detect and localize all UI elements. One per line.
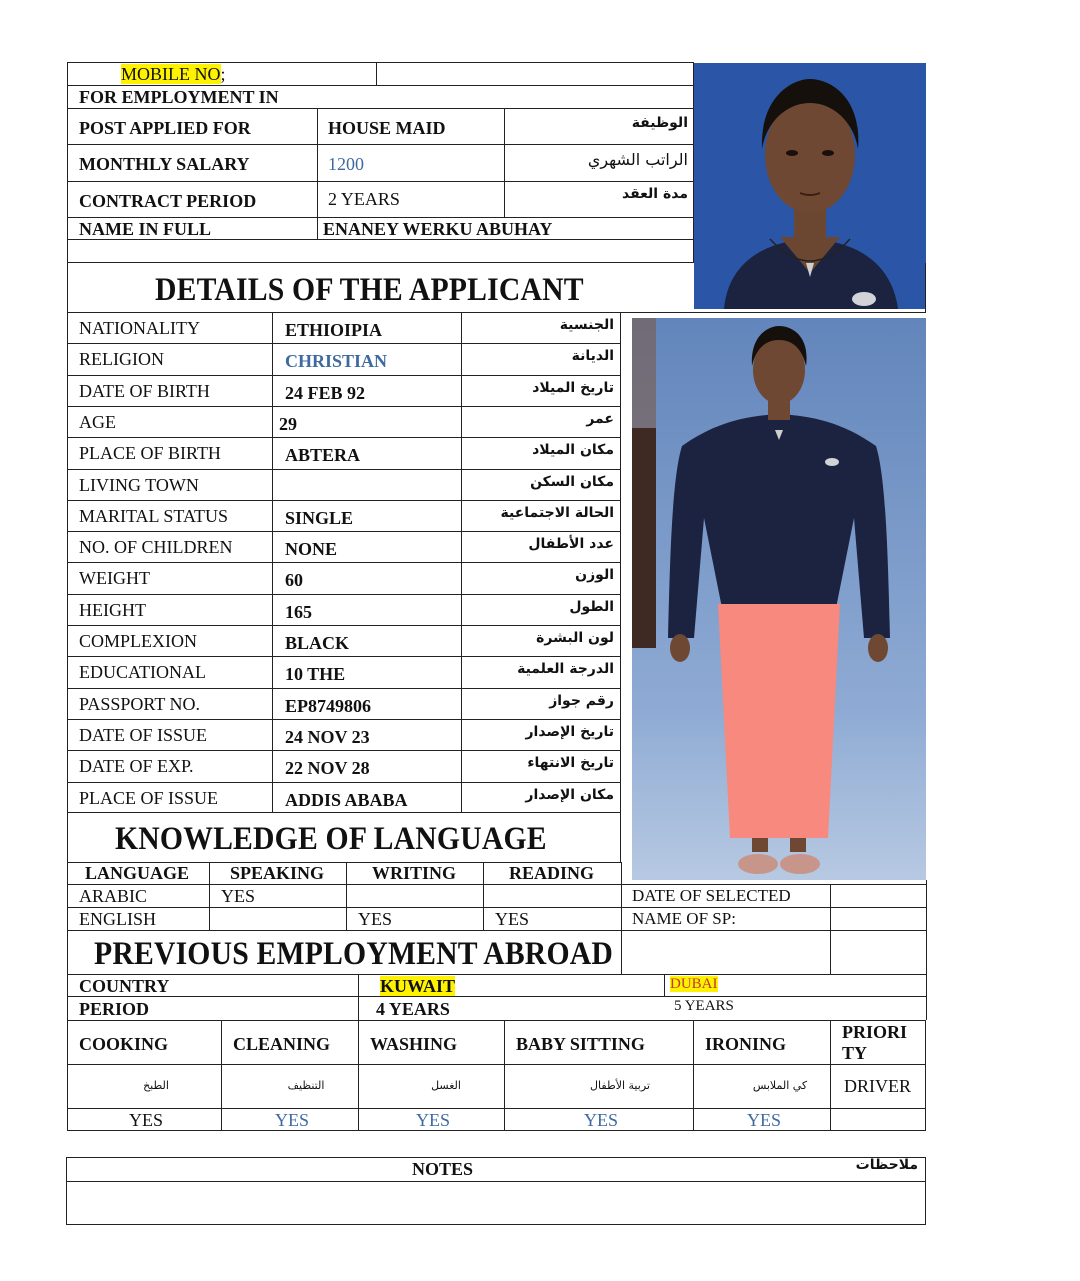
full-body-illustration <box>632 318 926 880</box>
contract-value: 2 YEARS <box>328 189 400 209</box>
notes-label: NOTES <box>412 1159 474 1179</box>
contract-label: CONTRACT PERIOD <box>79 191 257 211</box>
country-label: COUNTRY <box>79 976 170 996</box>
skill-cleaning-label: CLEANING <box>233 1034 331 1054</box>
detail-arabic-label: الجنسية <box>559 317 614 333</box>
detail-arabic-label: تاريخ الانتهاء <box>527 755 614 772</box>
contract-arabic: مدة العقد <box>621 186 688 202</box>
salary-arabic: الراتب الشهري <box>587 150 688 169</box>
detail-arabic-label: مكان الإصدار <box>525 786 614 803</box>
detail-value: 165 <box>285 601 312 622</box>
skill-ironing-value: YES <box>746 1110 782 1130</box>
country2-value: DUBAI <box>670 976 718 992</box>
skill-ironing-ar: كي الملابس <box>752 1079 808 1092</box>
skill-cleaning-ar: التنظيف <box>287 1079 325 1092</box>
detail-arabic-label: مكان الميلاد <box>532 442 614 459</box>
detail-label: LIVING TOWN <box>79 474 199 495</box>
priority-label-line2: TY <box>842 1043 868 1063</box>
detail-arabic-label: عدد الأطفال <box>528 536 614 553</box>
post-label: POST APPLIED FOR <box>79 118 251 138</box>
detail-arabic-label: الحالة الاجتماعية <box>500 504 614 521</box>
skill-babysitting-value: YES <box>583 1110 619 1130</box>
lang-english-writing: YES <box>358 909 393 929</box>
notes-arabic: ملاحظات <box>855 1157 918 1173</box>
details-title: DETAILS OF THE APPLICANT <box>155 272 584 308</box>
detail-value: ETHIOIPIA <box>285 320 383 340</box>
skills-table <box>67 1020 926 1131</box>
previous-title: PREVIOUS EMPLOYMENT ABROAD <box>94 936 613 972</box>
skill-babysitting-ar: تربية الأطفال <box>590 1079 650 1092</box>
detail-value: 29 <box>279 413 297 434</box>
detail-value: NONE <box>285 539 338 560</box>
detail-arabic-label: تاريخ الإصدار <box>525 723 614 740</box>
detail-value: CHRISTIAN <box>285 351 388 372</box>
period-label: PERIOD <box>79 999 150 1019</box>
skill-cooking-value: YES <box>128 1110 164 1130</box>
salary-label: MONTHLY SALARY <box>79 154 250 174</box>
detail-label: DATE OF ISSUE <box>79 724 208 745</box>
detail-label: PASSPORT NO. <box>79 693 200 714</box>
name-sp-label: NAME OF SP: <box>632 909 736 928</box>
skill-washing-ar: الغسل <box>431 1079 461 1092</box>
detail-arabic-label: عمر <box>586 410 614 427</box>
skill-ironing-label: IRONING <box>705 1034 787 1054</box>
detail-value: ADDIS ABABA <box>285 789 408 810</box>
salary-value: 1200 <box>328 154 364 174</box>
skill-babysitting-label: BABY SITTING <box>516 1034 645 1054</box>
detail-label: HEIGHT <box>79 599 146 620</box>
priority-label-line1: PRIORI <box>842 1022 908 1042</box>
detail-label: EDUCATIONAL <box>79 662 206 683</box>
detail-value: 60 <box>285 570 303 591</box>
language-title: KNOWLEDGE OF LANGUAGE <box>115 821 547 857</box>
detail-label: AGE <box>79 411 116 432</box>
detail-value: SINGLE <box>285 507 354 528</box>
detail-value: ABTERA <box>285 445 361 466</box>
detail-label: NATIONALITY <box>79 318 200 338</box>
detail-arabic-label: الدرجة العلمية <box>517 661 614 678</box>
detail-value: 24 FEB 92 <box>285 382 366 403</box>
skill-cooking-ar: الطبخ <box>143 1079 169 1092</box>
detail-arabic-label: تاريخ الميلاد <box>532 379 614 396</box>
lang-arabic: ARABIC <box>79 886 148 906</box>
detail-label: WEIGHT <box>79 568 150 589</box>
post-arabic: الوظيفة <box>631 115 688 131</box>
skill-cleaning-value: YES <box>274 1110 310 1130</box>
detail-arabic-label: لون البشرة <box>536 630 614 646</box>
detail-label: DATE OF EXP. <box>79 756 194 777</box>
detail-arabic-label: الديانة <box>571 348 614 365</box>
name-value: ENANEY WERKU ABUHAY <box>323 219 553 239</box>
skill-washing-value: YES <box>415 1110 451 1130</box>
post-value: HOUSE MAID <box>328 118 446 138</box>
priority-value: DRIVER <box>844 1076 911 1096</box>
lang-header-speaking: SPEAKING <box>230 863 325 883</box>
detail-label: PLACE OF ISSUE <box>79 787 219 808</box>
skill-cooking-label: COOKING <box>79 1034 169 1054</box>
lang-english: ENGLISH <box>79 909 156 929</box>
detail-arabic-label: الطول <box>569 598 614 615</box>
lang-english-reading: YES <box>495 909 530 929</box>
notes-box <box>66 1157 926 1225</box>
detail-label: DATE OF BIRTH <box>79 380 210 401</box>
lang-arabic-speaking: YES <box>221 886 256 906</box>
detail-value: 22 NOV 28 <box>285 758 370 779</box>
lang-header-language: LANGUAGE <box>85 863 190 883</box>
detail-value: 10 THE <box>285 664 346 685</box>
name-label: NAME IN FULL <box>79 219 212 239</box>
detail-label: MARITAL STATUS <box>79 505 228 526</box>
detail-arabic-label: الوزن <box>575 567 614 584</box>
date-selected-label: DATE OF SELECTED <box>632 886 791 905</box>
mobile-label: MOBILE NO; <box>121 64 226 84</box>
lang-header-reading: READING <box>509 863 595 883</box>
detail-value: BLACK <box>285 633 350 653</box>
skill-washing-label: WASHING <box>370 1034 458 1054</box>
lang-header-writing: WRITING <box>372 863 457 883</box>
period1-value: 4 YEARS <box>376 999 450 1019</box>
applicant-full-body-photo <box>632 318 926 880</box>
detail-arabic-label: رقم جواز <box>549 692 614 709</box>
detail-label: PLACE OF BIRTH <box>79 443 221 464</box>
detail-value: 24 NOV 23 <box>285 726 370 747</box>
detail-arabic-label: مكان السكن <box>530 473 614 490</box>
detail-label: NO. OF CHILDREN <box>79 537 233 558</box>
period2-value: 5 YEARS <box>674 998 734 1014</box>
detail-label: COMPLEXION <box>79 631 198 651</box>
detail-label: RELIGION <box>79 349 164 370</box>
employment-in-label: FOR EMPLOYMENT IN <box>79 87 279 107</box>
detail-value: EP8749806 <box>285 695 372 716</box>
country1-value: KUWAIT <box>380 976 456 996</box>
